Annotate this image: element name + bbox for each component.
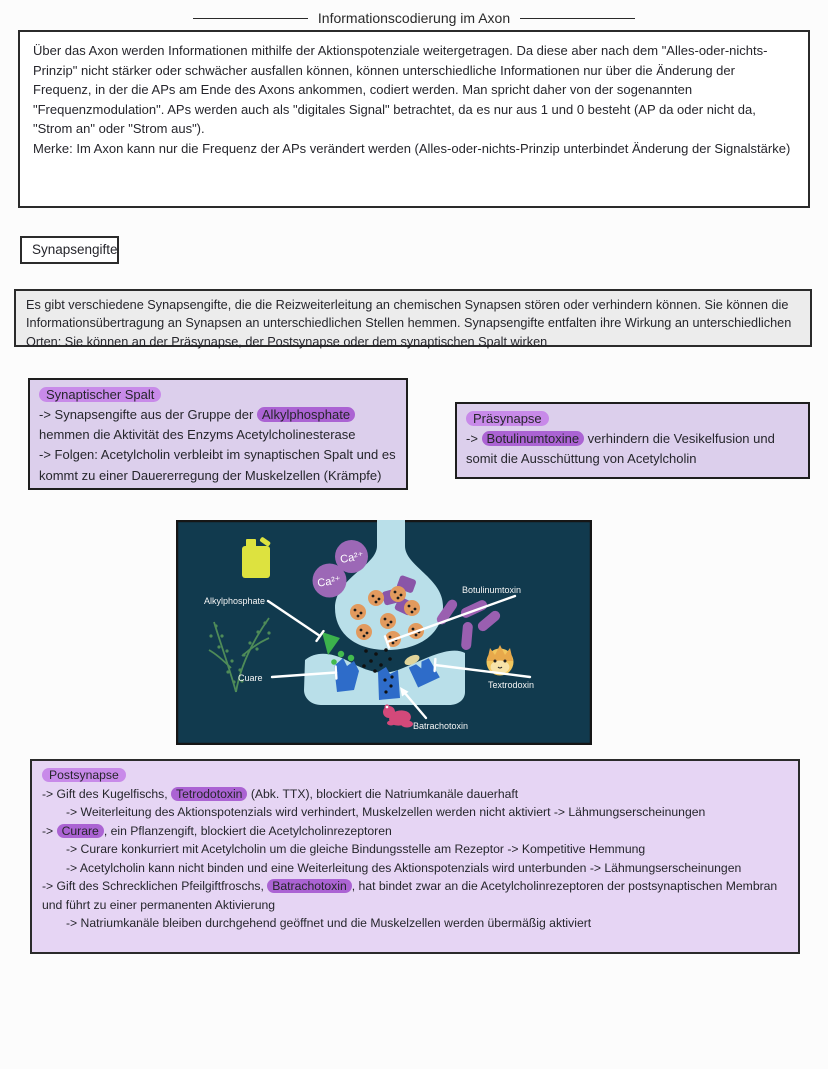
postsynapse-line: -> Natriumkanäle bleiben durchgehend geöffnet und die Muskelzellen werden übermäßig aktiviert [66,916,592,931]
line-post: , hat bindet zwar an die Acetylcholinrezeptoren der postsynaptischen Membran und führt zu einer permanenten Aktivierung [42,879,778,912]
postsynapse-line: -> Weiterleitung des Aktionspotenzials wird verhindert, Muskelzellen werden nicht aktiviert -> Lähmungserscheinungen [66,805,706,820]
presynapse-line1 [466,429,799,469]
botulinumtoxin-label: Botulinumtoxin [462,585,522,595]
botulinumtoxine-highlight: Botulinumtoxine [482,431,585,446]
section-label-box [20,236,119,264]
line-pre: -> [42,823,57,838]
synaptic-cleft-title-row [39,385,397,405]
batrachotoxin-label: Batrachotoxin [413,721,469,731]
alkylphosphate-highlight: Alkylphosphate [257,407,355,422]
postsynapse-title-row [42,766,788,785]
line-post: (Abk. TTX), blockiert die Natriumkanäle dauerhaft [247,786,519,801]
presynapse-title: Präsynapse [466,411,549,426]
curare-label: Cuare [238,673,263,683]
batrachotoxin-highlight: Batrachotoxin [267,879,352,893]
line-pre: -> Gift des Kugelfischs, [42,786,172,801]
line1-post: hemmen die Aktivität des Enzyms Acetylcholinesterase [39,427,356,443]
page-title: Informationscodierung im Axon [317,10,511,26]
section-label: Synapsengifte [32,242,118,257]
tetrodotoxin-label: Textrodoxin [488,680,535,690]
intro-text: Über das Axon werden Informationen mithilfe der Aktionspotenziale weitergetragen. Da diese aber nach dem "Alles-oder-nichts-Prinzip" nicht stärker oder schwächer ausfallen können, können unterschiedliche Informationen nur über die Änderung der Frequenz, in der die APs am Ende des Axons ankommen, codiert werden. Man spricht daher von der sogenannten "Frequenzmodulation". APs werden auch als "digitales Signal" betrachtet, da es nur aus 1 und 0 besteht (AP da oder nicht da, "Strom an" oder "Strom aus"). [33,43,768,136]
postsynapse-line: -> Acetylcholin kann nicht binden und eine Weiterleitung des Aktionspotenzials wird unterbunden -> Lähmungserscheinungen [66,860,742,875]
curare-inhibit-bar [336,667,337,679]
overview-box [14,289,812,347]
line1-pre: -> [466,431,482,447]
postsynapse-line [42,877,788,914]
synaptic-cleft-title: Synaptischer Spalt [39,387,161,402]
synaptic-cleft-box [28,378,408,490]
intro-box [18,30,810,208]
page-title-row [0,10,828,26]
postsynapse-line [42,785,788,804]
tetrodotoxin-highlight: Tetrodotoxin [171,787,247,801]
alkylphosphate-label: Alkylphosphate [204,596,266,606]
calcium-label: Ca²⁺ [339,550,365,566]
line1-pre: -> Synapsengifte aus der Gruppe der [39,407,257,423]
calcium-label: Ca²⁺ [316,574,342,590]
synaptic-cleft-line1 [39,405,397,445]
curare-highlight: Curare [57,824,104,838]
postsynapse-title: Postsynapse [42,768,126,782]
line-pre: -> Gift des Schrecklichen Pfeilgiftfroschs, [42,879,268,894]
postsynapse-box [30,759,800,954]
line-post: , ein Pflanzengift, blockiert die Acetylcholinrezeptoren [103,823,392,838]
postsynapse-line [42,822,788,841]
line1-post: verhindern die Vesikelfusion und somit die Ausschüttung von Acetylcholin [466,431,775,467]
presynapse-box [455,402,810,479]
presynapse-title-row [466,409,799,429]
synapse-diagram [176,520,592,745]
postsynapse-line: -> Curare konkurriert mit Acetylcholin um die gleiche Bindungsstelle am Rezeptor -> Kompetitive Hemmung [66,842,646,857]
synaptic-cleft-line2: -> Folgen: Acetylcholin verbleibt im synaptischen Spalt und es kommt zu einer Dauererregung der Muskelzellen (Krämpfe) [39,447,396,483]
overview-text: Es gibt verschiedene Synapsengifte, die die Reizweiterleitung an chemischen Synapsen stören oder verhindern können. Sie können die Informationsübertragung an Synapsen an unterschiedlichen Stellen hemmen. Synapsengifte entfalten ihre Wirkung an unterschiedlichen Orten: Sie können an der Präsynapse, der Postsynapse oder dem synaptischen Spalt wirken [26,298,792,349]
title-rule-right [520,18,635,19]
intro-note: Merke: Im Axon kann nur die Frequenz der APs verändert werden (Alles-oder-nichts-Prinzip unterbindet Änderung der Signalstärke) [33,140,791,156]
title-rule-left [193,18,308,19]
tetrodotoxin-inhibit-bar [435,659,436,671]
